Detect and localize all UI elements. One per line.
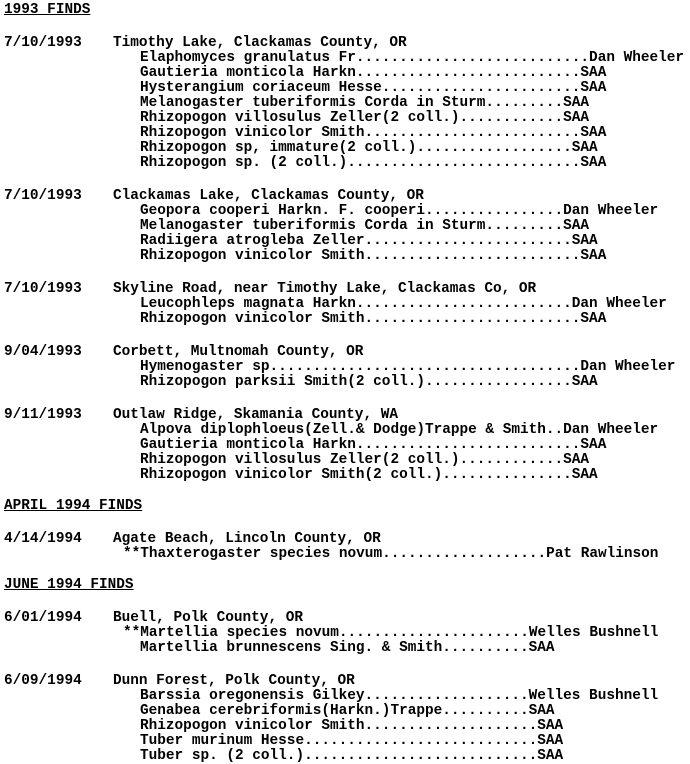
finding-record — [4, 36, 690, 171]
finding-header — [4, 345, 690, 360]
new-species-entry: **Thaxterogaster species novum...................Pat Rawlinson — [123, 546, 659, 562]
species-entry: Leucophleps magnata Harkn.........................Dan Wheeler — [140, 296, 667, 312]
species-entry: Alpova diplophloeus(Zell.& Dodge)Trappe & Smith..Dan Wheeler — [140, 422, 659, 438]
species-entry: Rhizopogon vinicolor Smith....................SAA — [140, 718, 564, 734]
finding-header — [4, 408, 690, 423]
species-entry: Martellia brunnescens Sing. & Smith..........SAA — [140, 640, 555, 656]
finding-record — [4, 282, 690, 327]
species-entry: Hysterangium coriaceum Hesse.......................SAA — [140, 80, 607, 96]
spacer — [4, 264, 690, 282]
finding-location: Agate Beach, Lincoln County, OR — [113, 531, 381, 547]
finding-location: Outlaw Ridge, Skamania County, WA — [113, 407, 398, 423]
finding-header — [4, 189, 690, 204]
section-heading: JUNE 1994 FINDS — [4, 577, 134, 593]
finds-section — [4, 3, 690, 499]
spacer — [4, 562, 690, 578]
finding-location: Corbett, Multnomah County, OR — [113, 344, 364, 360]
species-entry: Rhizopogon sp. (2 coll.)...........................SAA — [140, 155, 607, 171]
species-entry: Rhizopogon parksii Smith(2 coll.).................SAA — [140, 374, 598, 390]
species-entry: Melanogaster tuberiformis Corda in Sturm.........SAA — [140, 95, 590, 111]
spacer — [4, 171, 690, 189]
finding-record — [4, 674, 690, 764]
spacer — [4, 593, 690, 611]
finds-document — [4, 3, 690, 764]
section-heading: 1993 FINDS — [4, 2, 91, 18]
finding-location: Timothy Lake, Clackamas County, OR — [113, 35, 407, 51]
finding-date: 7/10/1993 — [4, 281, 82, 297]
species-entry: Genabea cerebriformis(Harkn.)Trappe..........SAA — [140, 703, 555, 719]
finding-record — [4, 532, 690, 562]
finding-header — [4, 532, 690, 547]
spacer — [4, 656, 690, 674]
finding-record — [4, 611, 690, 656]
finding-header — [4, 36, 690, 51]
species-entry: Radiigera atrogleba Zeller........................SAA — [140, 233, 598, 249]
species-entry: Rhizopogon villosulus Zeller(2 coll.)............SAA — [140, 110, 590, 126]
new-species-entry: **Martellia species novum......................Welles Bushnell — [123, 625, 659, 641]
species-entry: Rhizopogon vinicolor Smith(2 coll.)...............SAA — [140, 467, 598, 483]
spacer — [4, 390, 690, 408]
finding-record — [4, 189, 690, 264]
spacer — [4, 514, 690, 532]
species-entry: Rhizopogon villosulus Zeller(2 coll.)............SAA — [140, 452, 590, 468]
finding-location: Dunn Forest, Polk County, OR — [113, 673, 355, 689]
species-entry: Geopora cooperi Harkn. F. cooperi................Dan Wheeler — [140, 203, 659, 219]
finds-section — [4, 578, 690, 764]
finds-section — [4, 499, 690, 578]
section-heading: APRIL 1994 FINDS — [4, 498, 143, 514]
species-entry: Hymenogaster sp....................................Dan Wheeler — [140, 359, 676, 375]
species-entry: Rhizopogon vinicolor Smith.........................SAA — [140, 248, 607, 264]
species-entry: Melanogaster tuberiformis Corda in Sturm.........SAA — [140, 218, 590, 234]
finding-date: 4/14/1994 — [4, 531, 82, 547]
finding-header — [4, 282, 690, 297]
species-entry: Rhizopogon sp, immature(2 coll.)..................SAA — [140, 140, 598, 156]
species-entry: Gautieria monticola Harkn..........................SAA — [140, 437, 607, 453]
finding-date: 9/04/1993 — [4, 344, 82, 360]
species-entry: Elaphomyces granulatus Fr...........................Dan Wheeler — [140, 50, 685, 66]
spacer — [4, 483, 690, 499]
spacer — [4, 327, 690, 345]
finding-date: 9/11/1993 — [4, 407, 82, 423]
species-entry: Gautieria monticola Harkn..........................SAA — [140, 65, 607, 81]
finding-record — [4, 345, 690, 390]
finding-location: Buell, Polk County, OR — [113, 610, 303, 626]
finding-location: Skyline Road, near Timothy Lake, Clackamas Co, OR — [113, 281, 537, 297]
finding-date: 6/09/1994 — [4, 673, 82, 689]
finding-date: 6/01/1994 — [4, 610, 82, 626]
finding-date: 7/10/1993 — [4, 35, 82, 51]
finding-header — [4, 674, 690, 689]
spacer — [4, 18, 690, 36]
finding-date: 7/10/1993 — [4, 188, 82, 204]
species-entry: Tuber murinum Hesse...........................SAA — [140, 733, 564, 749]
finding-header — [4, 611, 690, 626]
finding-record — [4, 408, 690, 483]
finding-location: Clackamas Lake, Clackamas County, OR — [113, 188, 424, 204]
species-entry: Rhizopogon vinicolor Smith.........................SAA — [140, 311, 607, 327]
species-entry: Tuber sp. (2 coll.)...........................SAA — [140, 748, 564, 764]
species-entry: Barssia oregonensis Gilkey...................Welles Bushnell — [140, 688, 659, 704]
species-entry: Rhizopogon vinicolor Smith.........................SAA — [140, 125, 607, 141]
